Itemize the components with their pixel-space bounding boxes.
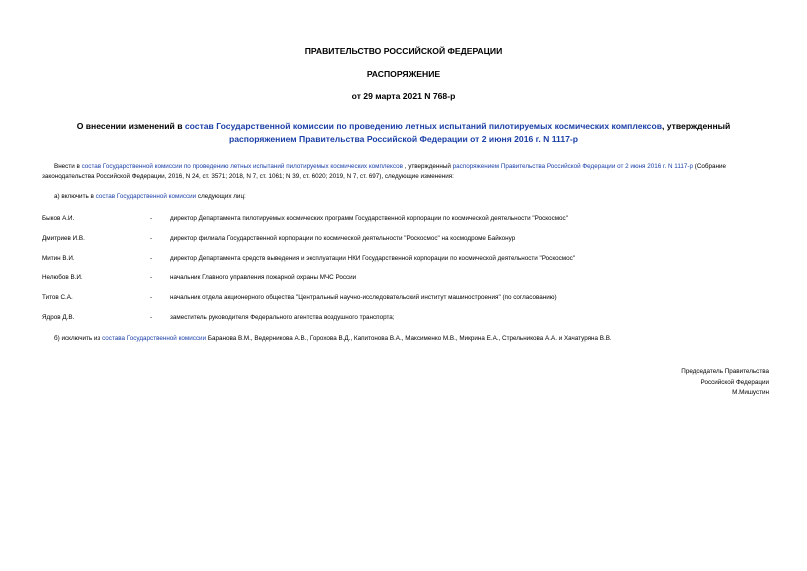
member-name: Быков А.И. xyxy=(42,215,75,222)
intro-text-1: Внести в xyxy=(54,163,82,170)
document-type: РАСПОРЯЖЕНИЕ xyxy=(366,69,441,79)
intro-paragraph xyxy=(42,162,762,182)
item-a-commission-link[interactable]: состав Государственной комиссии xyxy=(95,193,197,200)
intro-text-2: , утвержденный xyxy=(402,163,453,170)
item-b-paragraph xyxy=(54,334,612,344)
member-row xyxy=(42,254,772,264)
item-a-paragraph xyxy=(54,192,246,202)
member-position: заместитель руководителя Федерального агентства воздушного транспорта; xyxy=(170,314,395,321)
member-name: Ядров Д.В. xyxy=(42,314,75,321)
document-date-number: от 29 марта 2021 N 768-р xyxy=(351,91,456,101)
document-authority: ПРАВИТЕЛЬСТВО РОССИЙСКОЙ ФЕДЕРАЦИИ xyxy=(304,46,503,56)
member-dash: - xyxy=(150,235,153,242)
member-dash: - xyxy=(150,255,153,262)
signature-block xyxy=(681,367,769,399)
intro-text-3: (Собрание законодательства Российской Федерации, 2016, N 24, ст. 3571; 2018, N 7, ст. 1061; N 39, ст. 6020; 2019, N 7, ст. 697), следующие изменения: xyxy=(42,163,726,180)
member-name: Митин В.И. xyxy=(42,255,75,262)
member-position: директор филиала Государственной корпорации по космической деятельности "Роскосмос" на космодроме Байконур xyxy=(170,235,516,242)
member-row xyxy=(42,234,772,244)
member-row xyxy=(42,214,772,224)
member-name: Дмитриев И.В. xyxy=(42,235,85,242)
member-name: Титов С.А. xyxy=(42,294,73,301)
member-dash: - xyxy=(150,294,153,301)
title-commission-link[interactable]: состав Государственной комиссии по проведению летных испытаний пилотируемых космических комплексов xyxy=(184,121,662,131)
title-prefix: О внесении изменений в xyxy=(76,121,185,131)
member-dash: - xyxy=(150,274,153,281)
member-position: начальник Главного управления пожарной охраны МЧС России xyxy=(170,274,357,281)
signature-organization: Российской Федерации xyxy=(700,378,769,386)
item-b-suffix: Баранова В.М., Ведерникова А.В., Горохова В.Д., Капитонова В.А., Максименко М.В., Микрина Е.А., Стрельникова А.А. и Хачатуряна В.В. xyxy=(206,335,612,342)
member-dash: - xyxy=(150,314,153,321)
document-title xyxy=(30,120,777,146)
intro-commission-link[interactable]: состав Государственной комиссии по проведению летных испытаний пилотируемых космических комплексов xyxy=(81,163,403,170)
item-b-commission-link[interactable]: состава Государственной комиссии xyxy=(102,335,207,342)
member-row xyxy=(42,293,772,303)
member-name: Нелюбов В.И. xyxy=(42,274,83,281)
member-dash: - xyxy=(150,215,153,222)
member-row xyxy=(42,273,772,283)
intro-order-link[interactable]: распоряжением Правительства Российской Федерации от 2 июня 2016 г. N 1117-р xyxy=(452,163,693,170)
item-a-suffix: следующих лиц: xyxy=(196,193,246,200)
member-row xyxy=(42,313,772,323)
title-order-link[interactable]: распоряжением Правительства Российской Федерации от 2 июня 2016 г. N 1117-р xyxy=(228,134,579,144)
signature-title: Председатель Правительства xyxy=(681,368,769,375)
member-position: директор Департамента пилотируемых космических программ Государственной корпорации по космической деятельности "Роскосмос" xyxy=(170,215,568,222)
member-position: начальник отдела акционерного общества "Центральный научно-исследовательский институт машиностроения" (по согласованию) xyxy=(170,294,557,301)
member-position: директор Департамента средств выведения и эксплуатации НКИ Государственной корпорации по космической деятельности "Роскосмос" xyxy=(170,255,576,262)
item-b-prefix: б) исключить из xyxy=(54,335,103,342)
title-middle: , утвержденный xyxy=(662,121,731,131)
signature-name: М.Мишустин xyxy=(732,389,769,396)
item-a-prefix: а) включить в xyxy=(54,193,96,200)
